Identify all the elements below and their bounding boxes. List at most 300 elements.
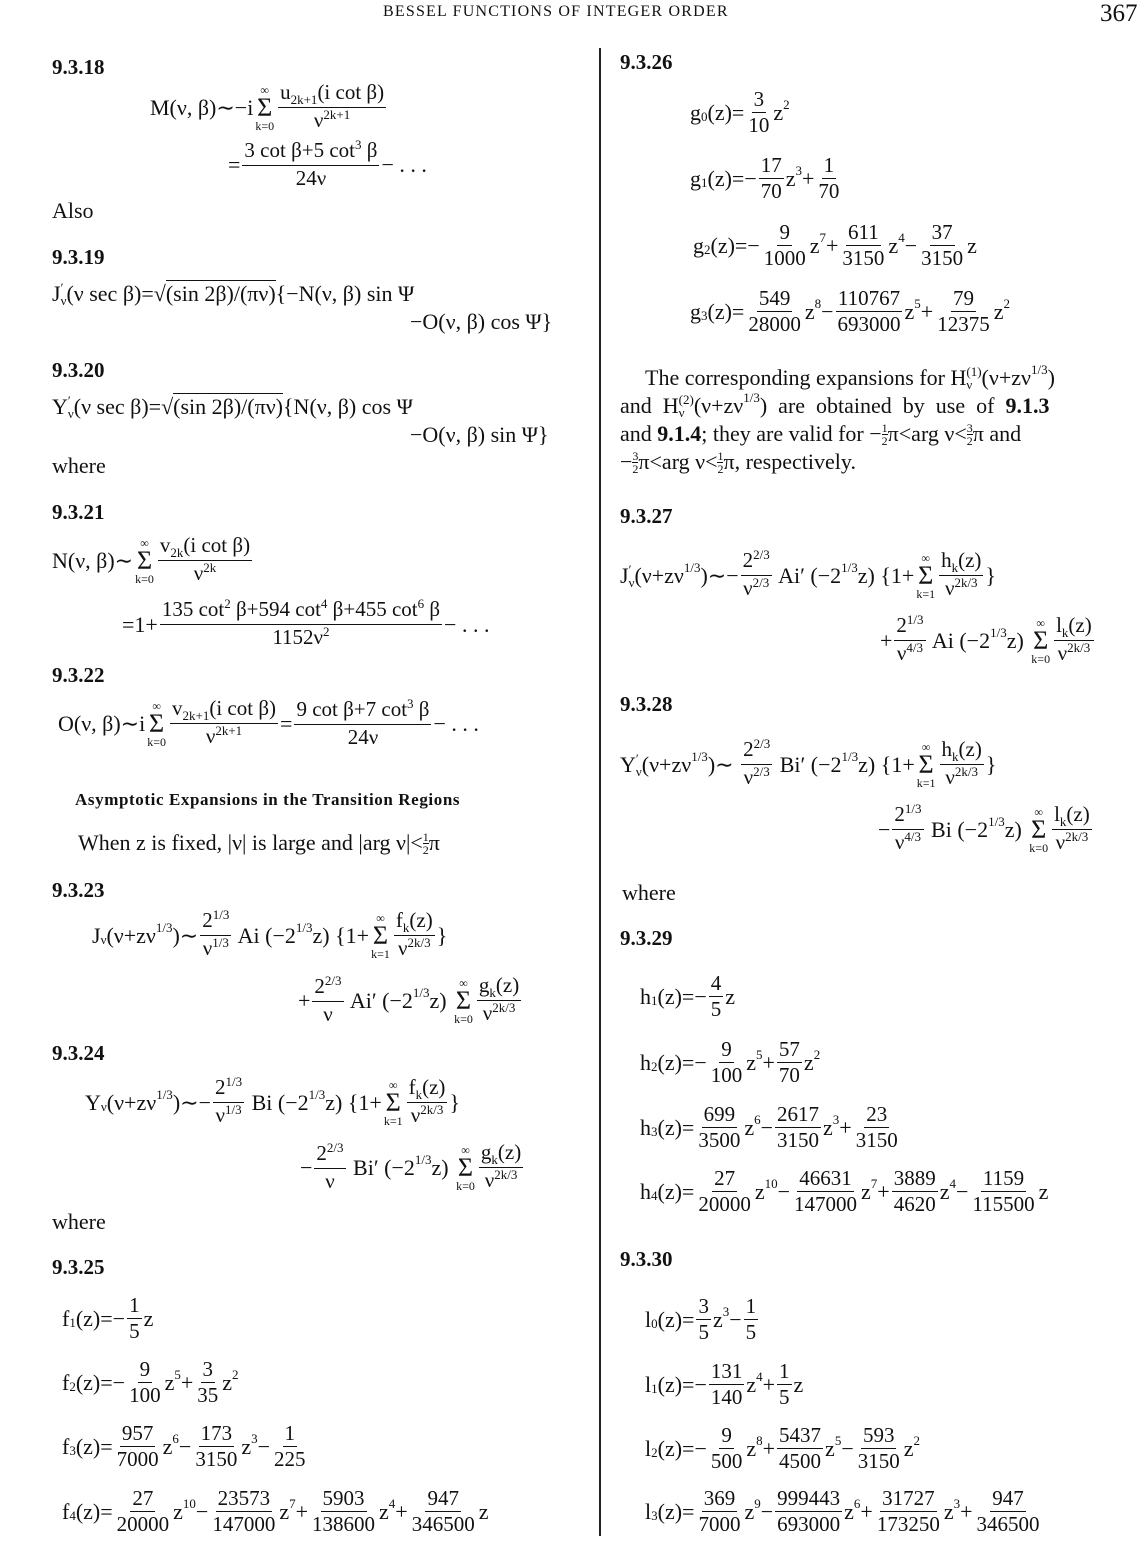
math-text: (z) (958, 737, 982, 761)
math-text: 3 (753, 87, 765, 111)
numerator (216, 1486, 273, 1512)
math-text: z) (429, 987, 453, 1013)
math-text: 9.3.20 (52, 358, 105, 382)
denominator (201, 936, 231, 963)
math-text: = (228, 151, 241, 177)
math-text: g (480, 1140, 492, 1164)
math-text: z (379, 1498, 389, 1524)
math-text: 5 (745, 1320, 757, 1344)
math-text: 2 (813, 1046, 821, 1062)
math-text: (1) (966, 364, 982, 379)
math-text: (z)=− (710, 232, 760, 258)
denominator (854, 1128, 900, 1153)
math-text: 1/3 (904, 801, 922, 817)
equation (640, 1102, 902, 1153)
superscript (296, 920, 313, 936)
numerator (741, 548, 772, 576)
superscript (325, 973, 342, 988)
subscript (651, 1124, 658, 1140)
math-text: 27 (714, 1166, 736, 1190)
math-text: ν (60, 293, 67, 308)
math-text: + (180, 1369, 194, 1395)
math-text: z (773, 99, 784, 125)
fraction (744, 1294, 759, 1345)
superscript (203, 560, 216, 575)
superscript (814, 1047, 821, 1063)
numerator (775, 1486, 842, 1512)
fraction (777, 1359, 792, 1410)
equation-number (52, 55, 105, 80)
math-text: 1/3 (224, 1102, 242, 1118)
math-text: 1/3 (308, 1086, 326, 1102)
numerator (130, 1486, 155, 1512)
math-text: 5 (174, 1366, 181, 1382)
math-text: z (279, 1498, 290, 1524)
fraction (741, 548, 772, 603)
math-text: Σ (457, 1152, 474, 1182)
math-text: −O(ν, β) sin Ψ} (410, 422, 549, 447)
math-text: 1/3 (990, 624, 1007, 640)
numerator (213, 1075, 244, 1103)
denominator (115, 1512, 172, 1537)
equation-number (52, 1041, 105, 1066)
math-text: The corresponding expansions for H (645, 365, 967, 390)
math-text: 147000 (212, 1512, 276, 1536)
denominator (892, 1192, 938, 1217)
summation (916, 552, 935, 600)
superscript (172, 1431, 179, 1447)
math-text: Also (52, 198, 94, 223)
lower-limit (135, 573, 154, 585)
math-text: 70 (760, 179, 782, 203)
superscript (756, 1047, 763, 1063)
math-text: π (428, 830, 440, 855)
sigma-symbol (457, 1152, 474, 1182)
math-text: f (62, 1305, 70, 1331)
math-text: 4 (388, 1495, 396, 1511)
fraction (407, 1075, 448, 1130)
math-text: 9.3.21 (52, 500, 105, 524)
numerator (712, 1166, 737, 1192)
denominator (943, 765, 980, 792)
numerator (759, 153, 784, 179)
math-text: 17 (760, 153, 782, 177)
equation-number (52, 878, 105, 903)
math-text: 31727 (882, 1486, 935, 1510)
math-text: 3 (632, 448, 639, 463)
equation (228, 138, 427, 191)
math-text: 2 (202, 908, 213, 932)
math-text: 1/3 (841, 559, 858, 575)
math-text: Σ (455, 985, 472, 1015)
math-text: 1 (129, 1293, 140, 1317)
math-text: 2 (743, 737, 754, 761)
math-text: ν (397, 936, 408, 960)
math-text: + (860, 1498, 873, 1524)
superscript (1065, 829, 1088, 844)
sigma-symbol (372, 920, 389, 950)
math-text: + (762, 1435, 776, 1461)
fraction (759, 153, 784, 204)
math-text: z (744, 1498, 755, 1524)
fraction (158, 533, 252, 588)
math-text: 346500 (976, 1512, 1040, 1536)
math-text: z (967, 232, 977, 258)
math-text: 1 (69, 1315, 76, 1331)
math-text: 2k (203, 560, 217, 576)
math-text: 9 cot β+7 cot (296, 697, 408, 721)
numerator (278, 80, 386, 108)
math-text: M(ν, β)∼−i (150, 94, 254, 120)
math-text: 2 (966, 433, 973, 448)
math-text: 3 (251, 1430, 258, 1446)
superscript (841, 560, 858, 576)
numerator (940, 737, 984, 765)
math-text: 4 (710, 971, 722, 995)
math-text: (z) (495, 973, 520, 997)
math-text: {−N(ν, β) sin Ψ (275, 281, 415, 306)
math-text: − . . . (433, 710, 479, 736)
math-text: −O(ν, β) cos Ψ} (410, 309, 553, 334)
numerator (777, 220, 792, 246)
math-text: − (955, 1178, 969, 1204)
sigma-symbol (136, 545, 153, 575)
equation-number (620, 1247, 673, 1272)
math-text: 1159 (982, 1166, 1025, 1190)
math-text: − (729, 1306, 742, 1332)
denominator (481, 1001, 518, 1028)
denominator (709, 1449, 745, 1474)
math-text: 1/3 (1030, 362, 1048, 378)
subscript (679, 406, 694, 419)
numerator (719, 1037, 734, 1063)
math-text: − (777, 1178, 791, 1204)
numerator (930, 220, 955, 246)
numerator (777, 1423, 823, 1449)
numerator (892, 802, 923, 830)
math-text: J (92, 922, 101, 948)
math-text: z) {1+ (857, 562, 915, 588)
superscript (225, 1102, 242, 1117)
math-text: ∞ (1036, 615, 1045, 630)
math-text: z (861, 1178, 871, 1204)
math-text: + (920, 298, 934, 324)
math-text: z (793, 1371, 804, 1397)
math-text: (ν sec β)= (66, 281, 154, 306)
math-text: 8 (814, 295, 822, 311)
math-text: 1/3 (841, 748, 859, 764)
subscript (489, 985, 496, 1000)
math-text: (z)=− (657, 983, 707, 1009)
fraction (816, 153, 841, 204)
math-text: z (725, 983, 735, 1009)
superscript (1031, 362, 1048, 378)
equation-number (52, 245, 105, 270)
math-text: f (62, 1498, 70, 1524)
superscript (754, 1496, 761, 1512)
sigma-symbol (918, 749, 934, 779)
math-text: 9 (139, 1357, 151, 1381)
math-text: + (877, 1178, 890, 1204)
math-text: (z)=− (75, 1305, 126, 1331)
superscript (904, 829, 921, 844)
math-text: 3 (355, 137, 362, 153)
math-text: 2k/3 (954, 764, 978, 780)
math-text: β+594 cot (230, 597, 321, 621)
math-text: 947 (992, 1486, 1024, 1510)
math-text: Σ (918, 749, 934, 779)
numerator (479, 1140, 523, 1168)
math-text: 6 (417, 596, 425, 612)
math-text: )∼− (172, 1089, 211, 1115)
numerator (719, 1423, 734, 1449)
math-text: 2k/3 (420, 1102, 444, 1118)
denominator (409, 1103, 446, 1130)
math-text: 3 (701, 308, 708, 324)
numerator (990, 1486, 1026, 1512)
math-text: v (159, 533, 171, 557)
math-text: 7 (870, 1175, 878, 1191)
denominator (840, 246, 886, 271)
math-text: (z)= (657, 1178, 695, 1204)
math-text: 110767 (837, 286, 901, 310)
math-text: (ν+zν (106, 922, 156, 948)
superscript (905, 801, 922, 816)
fraction (479, 1140, 523, 1195)
summation (147, 700, 166, 748)
math-text: 3 (651, 1508, 658, 1524)
equation (620, 390, 1050, 420)
numerator (709, 971, 724, 997)
math-text: ′ (67, 393, 71, 408)
numerator (775, 1102, 821, 1128)
denominator (775, 1128, 821, 1153)
math-text: 147000 (794, 1192, 858, 1216)
math-text: + (839, 1114, 852, 1140)
superscript (323, 624, 330, 639)
math-text: 1152ν (272, 625, 324, 649)
subscript (701, 109, 708, 125)
math-text: (ν+zν (634, 562, 684, 588)
column-divider (599, 48, 601, 1536)
equation (640, 971, 735, 1022)
numerator (822, 153, 837, 179)
math-text: − (904, 232, 918, 258)
denominator (777, 1063, 802, 1088)
fraction (294, 697, 431, 750)
numerator (777, 1359, 792, 1385)
subscript (651, 1059, 658, 1075)
math-text: 9.3.24 (52, 1041, 105, 1065)
math-text: 9.1.4 (657, 421, 702, 446)
math-text: l (645, 1371, 652, 1397)
math-text: ν (743, 765, 754, 789)
equation-number (52, 358, 105, 383)
superscript (871, 1176, 878, 1192)
numerator (1054, 613, 1094, 641)
math-text: 8 (756, 1432, 763, 1448)
equation (878, 802, 1094, 857)
math-text: h (941, 548, 952, 572)
math-text: 2 (632, 461, 639, 476)
math-text: h (640, 983, 651, 1009)
math-text: ∞ (260, 82, 269, 97)
math-text: 115500 (972, 1192, 1035, 1216)
math-text: 0 (651, 1316, 658, 1332)
denominator (1054, 830, 1091, 857)
equation-number (52, 663, 105, 688)
math-text: k=1 (916, 775, 936, 790)
fraction (935, 286, 992, 337)
denominator (935, 312, 992, 337)
equation (62, 1293, 153, 1344)
math-text: 2k+1 (182, 707, 210, 723)
math-text: 27 (132, 1486, 154, 1510)
superscript (854, 1496, 861, 1512)
sigma-symbol (257, 92, 273, 122)
math-text: 3 (795, 162, 802, 178)
math-text: Bi (−2 (246, 1089, 309, 1115)
superscript (907, 612, 924, 627)
equation (693, 220, 977, 271)
math-text: 7 (819, 229, 826, 245)
math-text: ) (1047, 365, 1055, 390)
math-text: 1 (284, 1421, 296, 1445)
math-text: N(ν, β)∼ (52, 547, 134, 573)
math-text: 1/3 (156, 1086, 173, 1102)
numerator (861, 1423, 897, 1449)
math-text: 1 (745, 1294, 757, 1318)
denominator (396, 936, 433, 963)
equation (58, 696, 479, 751)
math-text: (z) (958, 548, 982, 572)
math-text: − . . . (381, 151, 427, 177)
math-text: z (803, 1049, 814, 1075)
math-text: ∞ (921, 739, 931, 754)
equation (620, 548, 996, 603)
math-text: 3150 (195, 1447, 238, 1471)
equation (298, 973, 523, 1028)
math-text: ; they are valid for − (701, 421, 882, 446)
math-text: 9.3.22 (52, 663, 105, 687)
math-text: 6 (172, 1430, 179, 1446)
denominator (970, 1192, 1036, 1217)
math-text: Bi′ (−2 (774, 751, 842, 777)
math-text: z (744, 1114, 755, 1140)
math-text: − . . . (444, 611, 490, 637)
math-text: 10 (764, 1175, 778, 1191)
math-text: z (222, 1369, 233, 1395)
math-text: (z)=− (707, 165, 757, 191)
math-text: 2/3 (326, 1140, 344, 1156)
math-text: 3 (832, 1111, 840, 1127)
math-text: + (826, 232, 839, 258)
numerator (1052, 802, 1092, 830)
math-text: ν (944, 576, 955, 600)
math-text: k=0 (1031, 651, 1051, 666)
page-number: 367 (1100, 0, 1138, 27)
math-text: ∞ (459, 975, 468, 990)
math-text: 2 (881, 433, 888, 448)
math-text: (z) (1068, 613, 1092, 637)
fraction (775, 1486, 842, 1537)
math-text: 1/3 (155, 919, 173, 935)
superscript (215, 723, 242, 738)
math-text: 1 (717, 448, 724, 463)
denominator (709, 1063, 745, 1088)
fraction (1054, 613, 1094, 668)
equation (640, 1166, 1048, 1217)
math-text: 3500 (698, 1128, 741, 1152)
fraction (242, 138, 379, 191)
math-text: (sin 2β)/(πν) (173, 394, 283, 419)
math-text: 4 (320, 596, 328, 612)
superscript (898, 230, 905, 246)
math-text: z (754, 1178, 765, 1204)
math-text: z (943, 1498, 954, 1524)
math-text: g (690, 99, 701, 125)
math-text: where (622, 880, 676, 905)
subscript (69, 1443, 76, 1459)
math-text: 3 (69, 1443, 76, 1459)
math-text: 3 (722, 1303, 730, 1319)
superscript (492, 1000, 515, 1015)
math-text: 4/3 (906, 640, 924, 656)
math-text: 2/3 (753, 736, 771, 752)
denominator (696, 1128, 742, 1153)
math-text: 70 (778, 1063, 800, 1087)
math-text: Σ (257, 92, 273, 122)
math-text: ν (1055, 830, 1066, 854)
math-text: k=1 (371, 946, 390, 961)
math-text: 2 (69, 1379, 76, 1395)
numerator (951, 286, 976, 312)
math-text: and H (620, 393, 679, 418)
math-text: 1/3 (414, 1151, 432, 1167)
math-text: 1/3 (225, 1074, 243, 1090)
math-text: k=0 (456, 1178, 475, 1193)
lower-limit (917, 777, 936, 789)
superscript (418, 596, 425, 611)
denominator (312, 108, 352, 135)
subscript (170, 545, 183, 560)
math-text: k=1 (916, 586, 936, 601)
math-text: } (449, 1089, 460, 1115)
equation (645, 1359, 803, 1410)
math-text: z (746, 1371, 757, 1397)
superscript (407, 935, 430, 950)
denominator (696, 1192, 753, 1217)
math-text: 549 (758, 286, 791, 310)
subscript (183, 708, 210, 723)
numerator (709, 1359, 745, 1385)
math-text: k=1 (383, 1113, 403, 1128)
summation (456, 1144, 475, 1192)
numerator (394, 908, 435, 936)
math-text: ∞ (461, 1142, 470, 1157)
denominator (746, 312, 803, 337)
math-text: z (712, 1306, 723, 1332)
math-text: − (178, 1433, 192, 1459)
denominator (696, 1320, 711, 1345)
math-text: ν (945, 765, 955, 789)
square-root (154, 281, 276, 307)
math-text: 6 (853, 1495, 861, 1511)
math-text: 6 (754, 1111, 761, 1127)
equation (62, 1486, 488, 1537)
math-text: z) (431, 1154, 455, 1180)
math-text: 10 (182, 1495, 196, 1511)
